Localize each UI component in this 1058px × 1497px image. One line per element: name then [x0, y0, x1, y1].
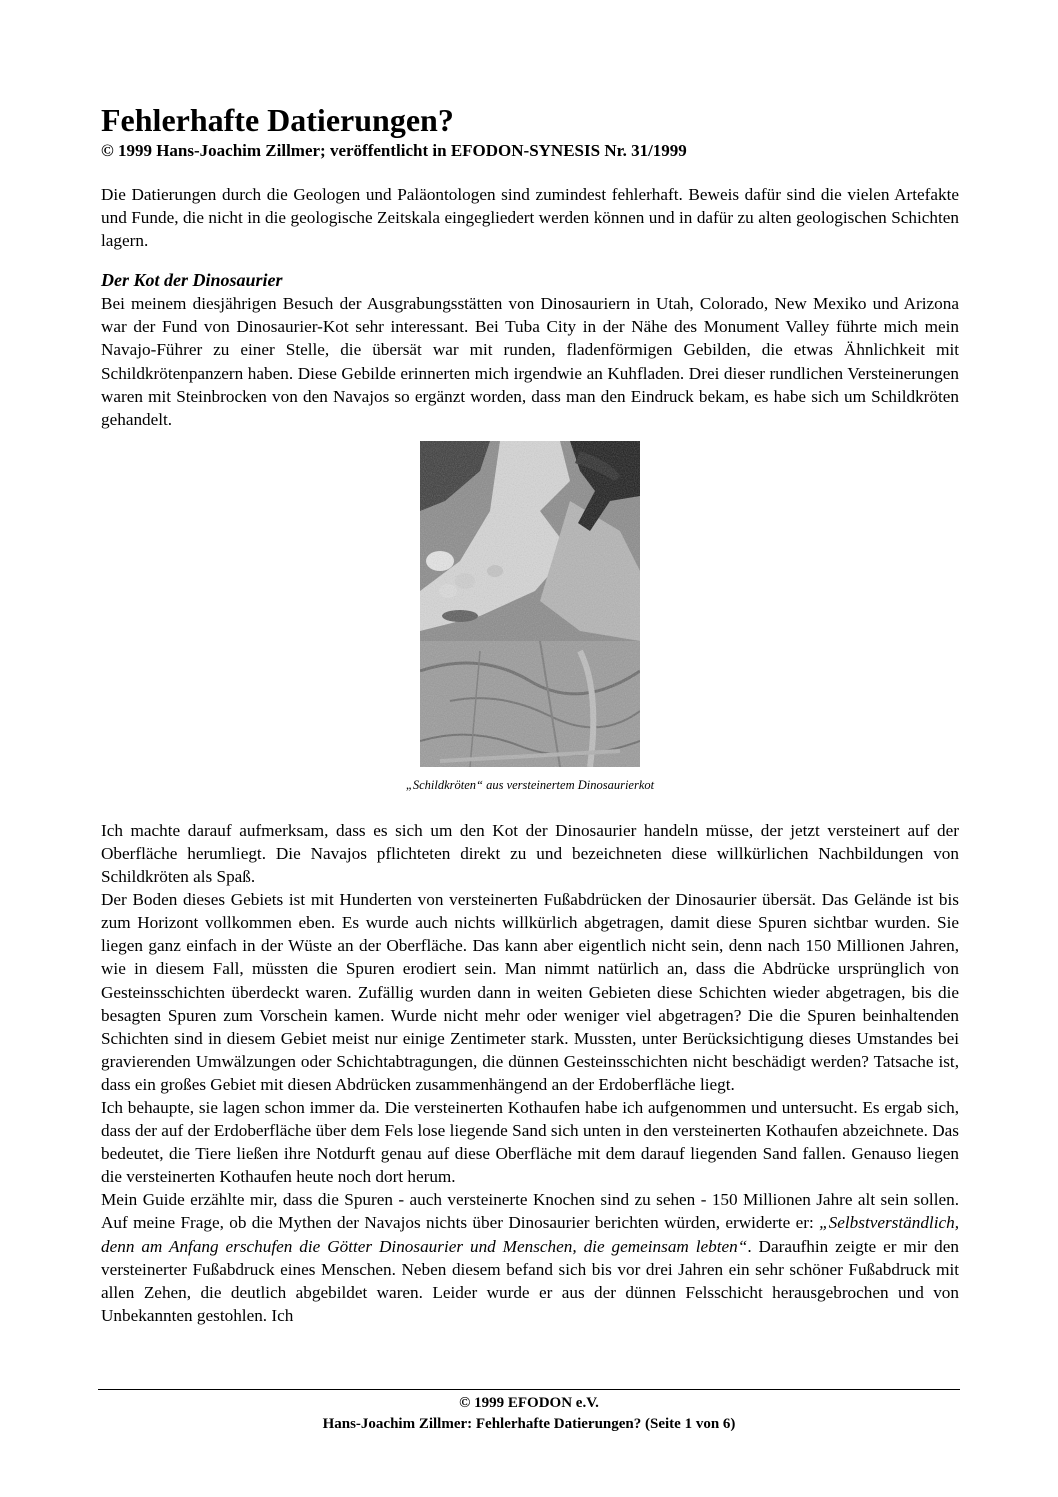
paragraph-5-text-a: Mein Guide erzählte mir, dass die Spuren - auch versteinerte Knochen sind zu sehen - 150 Millionen Jahre alt sein sollen. Auf meine Frage, ob die Mythen der Navajos nichts über Dinosaurier berichten würden, erwiderte er: — [101, 1190, 959, 1233]
footer-copyright: © 1999 EFODON e.V. — [459, 1395, 599, 1411]
figure-caption: „Schildkröten“ aus versteinertem Dinosaurierkot — [405, 777, 655, 792]
section-paragraph-1: Bei meinem diesjährigen Besuch der Ausgrabungsstätten von Dinosauriern in Utah, Colorado, New Mexiko und Arizona war der Fund von Dinosaurier-Kot sehr interessant. Bei Tuba City in der Nähe des Monument Valley führte mich mein Navajo-Führer zu einer Stelle, die übersät war mit runden, fladenförmigen Gebilden, die etwas Ähnlichkeit mit Schildkrötenpanzern haben. Diese Gebilde erinnerten mich irgendwie an Kuhfladen. Drei dieser rundlichen Versteinerungen waren mit Steinbrocken von den Navajos so ergänzt worden, dass man den Eindruck bekam, es habe sich um Schildkröten gehandelt. — [101, 294, 959, 429]
body-paragraph-4: Ich behaupte, sie lagen schon immer da. Die versteinerten Kothaufen habe ich aufgenommen und untersucht. Es ergab sich, dass der auf der Erdoberfläche über dem Fels lose liegende Sand sich unten in den versteinerten Kothaufen abzeichnete. Das bedeutet, die Tiere ließen ihre Notdurft genau auf diese Oberfläche mit dem darauf liegenden Sand fallen. Genauso liegen die versteinerten Kothaufen heute noch dort herum. — [101, 1097, 959, 1187]
body-paragraph-3: Der Boden dieses Gebiets ist mit Hunderten von versteinerten Fußabdrücken der Dinosaurier übersät. Das Gelände ist bis zum Horizont vollkommen eben. Es wurde auch nichts willkürlich abgetragen, damit diese Spuren sichtbar wurden. Sie liegen ganz einfach in der Wüste an der Oberfläche. Das kann aber eigentlich nicht sein, denn nach 150 Millionen Jahren, wie in diesem Fall, müssten die Spuren erodiert sein. Man nimmt natürlich an, dass die Abdrücke ursprünglich von Gesteinsschichten überdeckt waren. Zufällig wurden dann in weiten Gebieten diese Schichten wieder abgetragen, bis die besagten Spuren zum Vorschein kamen. Wurde nicht mehr oder weniger viel abgetragen? Die die Spuren beinhaltenden Schichten sind in diesem Gebiet meist nur einige Zentimeter stark. Mussten, unter Berücksichtigung dieses Umstandes bei gravierenden Umwälzungen oder Schichtabtragungen, die dünnen Gesteinsschichten nicht beschädigt werden? Tatsache ist, dass ein großes Gebiet mit diesen Abdrücken zusammenhängend an der Erdoberfläche liegt. — [101, 890, 959, 1094]
figure — [101, 441, 959, 793]
navajo-quote: „Selbstverständlich, denn am Anfang erschufen die Götter Dinosaurier und Menschen, die gemeinsam lebten“ — [101, 1213, 959, 1256]
dinosaur-dung-photo — [420, 441, 640, 767]
body-paragraph-2: Ich machte darauf aufmerksam, dass es sich um den Kot der Dinosaurier handeln müsse, der jetzt versteinert auf der Oberfläche herumliegt. Die Navajos pflichteten direkt zu und bezeichneten diese willkürlichen Nachbildungen von Schildkröten als Spaß. — [101, 820, 959, 887]
footer-page-info: Hans-Joachim Zillmer: Fehlerhafte Datierungen? (Seite 1 von 6) — [322, 1416, 736, 1432]
page-title: Fehlerhafte Datierungen? — [101, 102, 454, 138]
intro-paragraph: Die Datierungen durch die Geologen und Paläontologen sind zumindest fehlerhaft. Beweis dafür sind die vielen Artefakte und Funde, die nicht in die geologische Zeitskala eingegliedert werden können und in dafür zu alten geologischen Schichten lagern. — [101, 185, 959, 251]
page-footer — [98, 1389, 960, 1434]
body-paragraph-5 — [101, 1188, 959, 1327]
article — [101, 102, 959, 1327]
copyright-subtitle: © 1999 Hans-Joachim Zillmer; veröffentlicht in EFODON-SYNESIS Nr. 31/1999 — [101, 141, 687, 160]
section-heading: Der Kot der Dinosaurier — [101, 270, 283, 291]
paragraph-5-text-b: . Daraufhin zeigte er mir den versteinerter Fußabdruck eines Menschen. Neben diesem befand sich bis vor drei Jahren ein sehr schöner Fußabdruck mit allen Zehen, die deutlich abgebildet waren. Leider wurde er aus der dünnen Felsschicht herausgebrochen und von Unbekannten gestohlen. Ich — [101, 1236, 960, 1325]
